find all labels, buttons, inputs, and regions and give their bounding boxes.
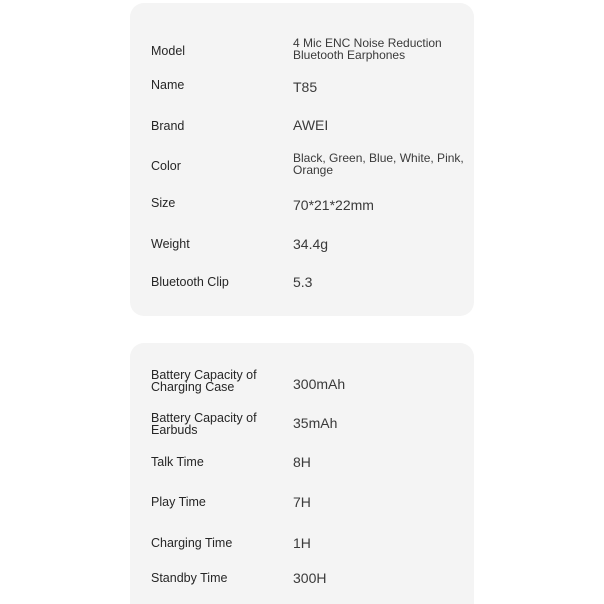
spec-label: Brand (151, 119, 185, 133)
spec-label: Battery Capacity of Earbuds (151, 411, 257, 437)
spec-value: AWEI (293, 117, 329, 133)
spec-label: Weight (151, 237, 190, 251)
spec-value: 35mAh (293, 415, 338, 431)
specs-card-battery (130, 343, 474, 604)
spec-label: Model (151, 44, 186, 58)
spec-label: Color (151, 159, 181, 173)
spec-value: Black, Green, Blue, White, Pink, Orange (293, 151, 464, 177)
spec-value: 7H (293, 494, 311, 510)
spec-label: Charging Time (151, 536, 233, 550)
spec-value: 8H (293, 454, 311, 470)
spec-label: Play Time (151, 495, 206, 509)
spec-label: Bluetooth Clip (151, 275, 229, 289)
spec-label: Battery Capacity of Charging Case (151, 368, 257, 394)
spec-label: Talk Time (151, 455, 204, 469)
spec-value: 5.3 (293, 274, 313, 290)
spec-value: 4 Mic ENC Noise Reduction Bluetooth Earphones (293, 36, 442, 62)
spec-value: 34.4g (293, 236, 329, 252)
spec-value: 1H (293, 535, 311, 551)
specs-card-general (130, 3, 474, 316)
spec-label: Size (151, 196, 176, 210)
spec-value: 300H (293, 570, 327, 586)
spec-label: Standby Time (151, 571, 228, 585)
spec-value: T85 (293, 79, 318, 95)
spec-value: 70*21*22mm (293, 197, 374, 213)
spec-value: 300mAh (293, 376, 346, 392)
spec-label: Name (151, 78, 185, 92)
